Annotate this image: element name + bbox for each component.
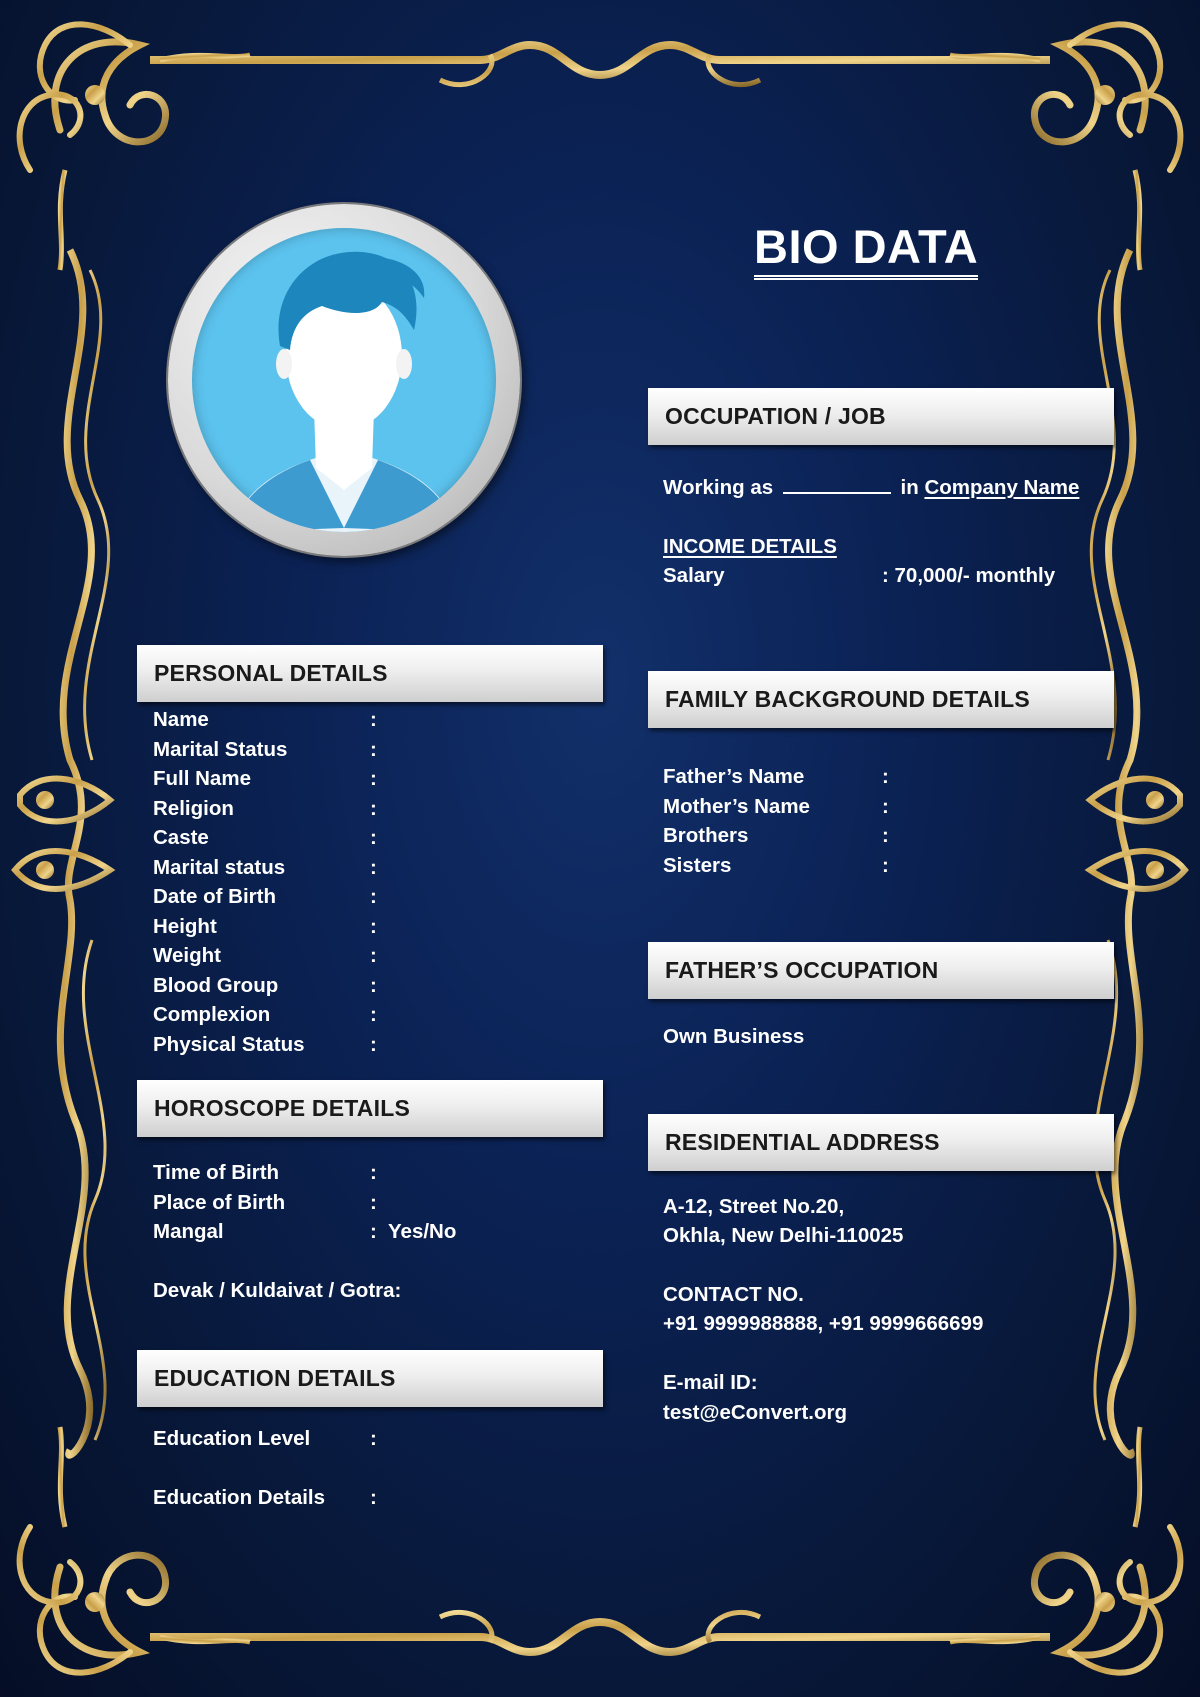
- personal-colon: :: [370, 1003, 377, 1026]
- user-silhouette-icon: [192, 228, 496, 532]
- personal-colon: :: [370, 826, 377, 849]
- family-colon: :: [882, 824, 889, 847]
- address-line-2: Okhla, New Delhi-110025: [663, 1224, 904, 1247]
- personal-colon: :: [370, 738, 377, 761]
- personal-colon: :: [370, 974, 377, 997]
- family-label-brothers: Brothers: [663, 824, 749, 847]
- personal-label-dob: Date of Birth: [153, 885, 276, 908]
- personal-label-full-name: Full Name: [153, 767, 251, 790]
- personal-label-marital-status-2: Marital status: [153, 856, 286, 879]
- personal-label-weight: Weight: [153, 944, 221, 967]
- company-name: Company Name: [924, 476, 1080, 499]
- email-value: test@eConvert.org: [663, 1401, 848, 1424]
- horoscope-label-place-of-birth: Place of Birth: [153, 1191, 286, 1214]
- salary-value: : 70,000/- monthly: [882, 564, 1056, 587]
- family-label-sisters: Sisters: [663, 854, 732, 877]
- personal-label-marital-status: Marital Status: [153, 738, 288, 761]
- contact-label: CONTACT NO.: [663, 1283, 804, 1306]
- personal-colon: :: [370, 915, 377, 938]
- income-heading: INCOME DETAILS: [663, 535, 837, 558]
- working-as-line: [663, 476, 1079, 500]
- education-details-heading: EDUCATION DETAILS: [137, 1350, 603, 1407]
- working-as-mid: in: [900, 476, 919, 499]
- education-colon: :: [370, 1427, 377, 1450]
- education-colon: :: [370, 1486, 377, 1509]
- personal-colon: :: [370, 797, 377, 820]
- personal-label-caste: Caste: [153, 826, 209, 849]
- contact-value: +91 9999988888, +91 9999666699: [663, 1312, 984, 1335]
- family-colon: :: [882, 765, 889, 788]
- horoscope-gotra: Devak / Kuldaivat / Gotra:: [153, 1279, 402, 1302]
- email-label: E-mail ID:: [663, 1371, 758, 1394]
- personal-label-religion: Religion: [153, 797, 234, 820]
- horoscope-mangal-value: Yes/No: [388, 1220, 457, 1243]
- horoscope-label-time-of-birth: Time of Birth: [153, 1161, 280, 1184]
- address-line-1: A-12, Street No.20,: [663, 1195, 845, 1218]
- personal-label-height: Height: [153, 915, 217, 938]
- father-occupation-heading: FATHER’S OCCUPATION: [648, 942, 1114, 999]
- residential-address-heading: RESIDENTIAL ADDRESS: [648, 1114, 1114, 1171]
- family-label-father: Father’s Name: [663, 765, 805, 788]
- family-background-heading: FAMILY BACKGROUND DETAILS: [648, 671, 1114, 728]
- profile-photo-frame: [168, 204, 520, 556]
- personal-label-physical-status: Physical Status: [153, 1033, 305, 1056]
- father-occupation-value: Own Business: [663, 1025, 805, 1048]
- education-label-details: Education Details: [153, 1486, 326, 1509]
- personal-colon: :: [370, 708, 377, 731]
- personal-label-blood-group: Blood Group: [153, 974, 279, 997]
- horoscope-colon: :: [370, 1220, 377, 1243]
- horoscope-colon: :: [370, 1161, 377, 1184]
- family-colon: :: [882, 795, 889, 818]
- personal-colon: :: [370, 767, 377, 790]
- horoscope-colon: :: [370, 1191, 377, 1214]
- horoscope-label-mangal: Mangal: [153, 1220, 224, 1243]
- personal-label-complexion: Complexion: [153, 1003, 271, 1026]
- personal-colon: :: [370, 856, 377, 879]
- horoscope-details-heading: HOROSCOPE DETAILS: [137, 1080, 603, 1137]
- family-colon: :: [882, 854, 889, 877]
- working-as-prefix: Working as: [663, 476, 774, 499]
- working-as-blank: [783, 476, 891, 494]
- occupation-heading: OCCUPATION / JOB: [648, 388, 1114, 445]
- page-title: BIO DATA: [754, 222, 978, 280]
- personal-colon: :: [370, 944, 377, 967]
- personal-colon: :: [370, 1033, 377, 1056]
- salary-label: Salary: [663, 564, 725, 587]
- personal-label-name: Name: [153, 708, 209, 731]
- family-label-mother: Mother’s Name: [663, 795, 810, 818]
- personal-details-heading: PERSONAL DETAILS: [137, 645, 603, 702]
- education-label-level: Education Level: [153, 1427, 311, 1450]
- personal-colon: :: [370, 885, 377, 908]
